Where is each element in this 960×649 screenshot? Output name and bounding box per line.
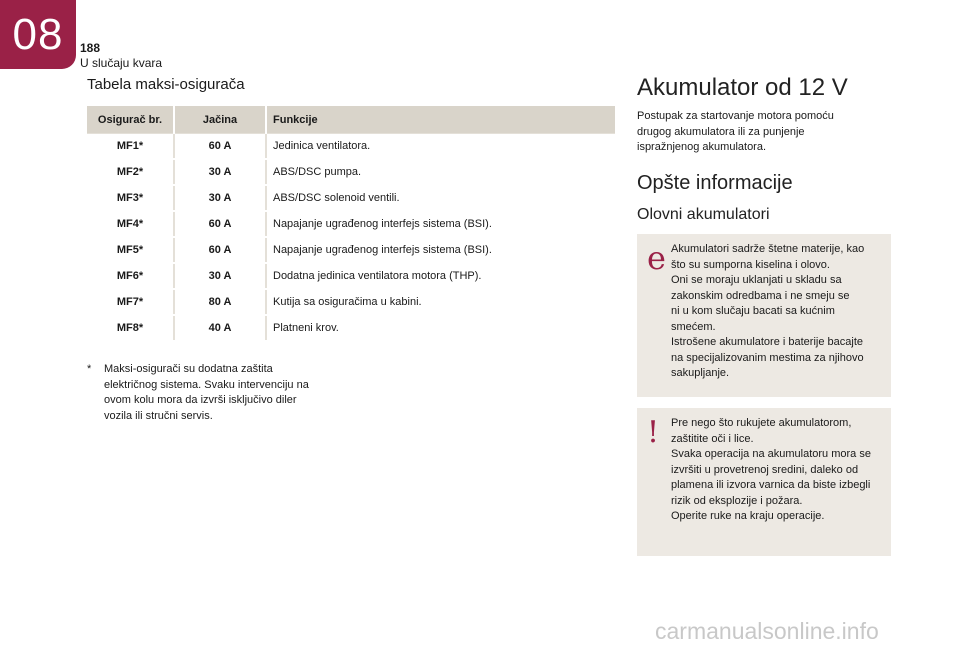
eco-line: zakonskim odredbama i ne smeju se xyxy=(671,289,850,302)
table-row xyxy=(87,159,615,185)
fuse-cell: MF3* xyxy=(87,185,174,211)
amp-cell: 80 A xyxy=(174,289,266,315)
fuse-cell: MF7* xyxy=(87,289,174,315)
fuse-cell: MF6* xyxy=(87,263,174,289)
fuse-cell: MF1* xyxy=(87,134,174,160)
page-number: 188 xyxy=(80,41,101,55)
function-cell: Napajanje ugrađenog interfejs sistema (BSI). xyxy=(266,211,615,237)
amp-cell: 30 A xyxy=(174,159,266,185)
function-cell: Platneni krov. xyxy=(266,315,615,341)
amp-cell: 30 A xyxy=(174,185,266,211)
eco-line: smećem. xyxy=(671,320,716,333)
warning-box xyxy=(637,408,891,556)
fuse-cell: MF2* xyxy=(87,159,174,185)
table-row xyxy=(87,315,615,341)
eco-line: Oni se moraju uklanjati u skladu sa xyxy=(671,274,842,286)
intro-line: ispražnjenog akumulatora. xyxy=(637,141,767,153)
footnote-marker: * xyxy=(87,363,92,375)
warning-line: Svaka operacija na akumulatoru mora se xyxy=(671,448,871,460)
general-info-title: Opšte informacije xyxy=(637,172,793,194)
table-row xyxy=(87,237,615,263)
watermark: carmanualsonline.info xyxy=(655,618,879,644)
fuse-cell: MF8* xyxy=(87,315,174,341)
warning-line: izvršiti u provetrenoj sredini, daleko od xyxy=(671,463,859,476)
column-header-fuse: Osigurač br. xyxy=(87,106,174,134)
warning-line: rizik od eksplozije i požara. xyxy=(671,494,803,507)
eco-line: na specijalizovanim mestima za njihovo xyxy=(671,351,864,364)
eco-line: Akumulatori sadrže štetne materije, kao xyxy=(671,243,865,255)
intro-line: drugog akumulatora ili za punjenje xyxy=(637,125,805,138)
battery-title: Akumulator od 12 V xyxy=(637,74,848,101)
column-header-function: Funkcije xyxy=(266,106,615,134)
section-name: U slučaju kvara xyxy=(80,56,163,70)
amp-cell: 60 A xyxy=(174,134,266,160)
table-row xyxy=(87,134,615,160)
warning-line: Operite ruke na kraju operacije. xyxy=(671,510,825,522)
warning-line: zaštitite oči i lice. xyxy=(671,432,754,445)
battery-intro xyxy=(637,109,887,156)
column-header-amp: Jačina xyxy=(174,106,266,134)
table-row xyxy=(87,289,615,315)
amp-cell: 60 A xyxy=(174,237,266,263)
table-row xyxy=(87,263,615,289)
warning-icon: ! xyxy=(647,415,660,450)
eco-line: Istrošene akumulatore i baterije bacajte xyxy=(671,336,863,348)
function-cell: Jedinica ventilatora. xyxy=(266,134,615,160)
chapter-tab xyxy=(0,0,76,69)
eco-line: ni u kom slučaju bacati sa kućnim xyxy=(671,305,835,317)
warning-line: Pre nego što rukujete akumulatorom, xyxy=(671,417,852,429)
intro-line: Postupak za startovanje motora pomoću xyxy=(637,110,834,122)
eco-line: što su sumporna kiselina i olovo. xyxy=(671,258,830,271)
fuse-cell: MF5* xyxy=(87,237,174,263)
amp-cell: 40 A xyxy=(174,315,266,341)
fuse-table xyxy=(87,106,615,342)
eco-info-box xyxy=(637,234,891,397)
eco-icon: e xyxy=(647,239,666,277)
function-cell: Kutija sa osiguračima u kabini. xyxy=(266,289,615,315)
chapter-number: 08 xyxy=(12,9,64,59)
footnote-line: vozila ili stručni servis. xyxy=(104,409,213,422)
amp-cell: 30 A xyxy=(174,263,266,289)
footnote-line: Maksi-osigurači su dodatna zaštita xyxy=(104,363,273,375)
table-row xyxy=(87,211,615,237)
function-cell: Napajanje ugrađenog interfejs sistema (BSI). xyxy=(266,237,615,263)
function-cell: ABS/DSC solenoid ventili. xyxy=(266,185,615,211)
amp-cell: 60 A xyxy=(174,211,266,237)
function-cell: Dodatna jedinica ventilatora motora (THP). xyxy=(266,263,615,289)
lead-battery-title: Olovni akumulatori xyxy=(637,206,770,223)
footnote-line: električnog sistema. Svaku intervenciju na xyxy=(104,378,309,391)
function-cell: ABS/DSC pumpa. xyxy=(266,159,615,185)
eco-line: sakupljanje. xyxy=(671,367,730,379)
warning-line: plamena ili izvora varnica da biste izbegli xyxy=(671,479,871,491)
footnote xyxy=(87,362,357,424)
fuse-cell: MF4* xyxy=(87,211,174,237)
table-row xyxy=(87,185,615,211)
footnote-line: ovom kolu mora da izvrši isključivo diler xyxy=(104,394,297,406)
fuse-table-title: Tabela maksi-osigurača xyxy=(87,76,245,93)
